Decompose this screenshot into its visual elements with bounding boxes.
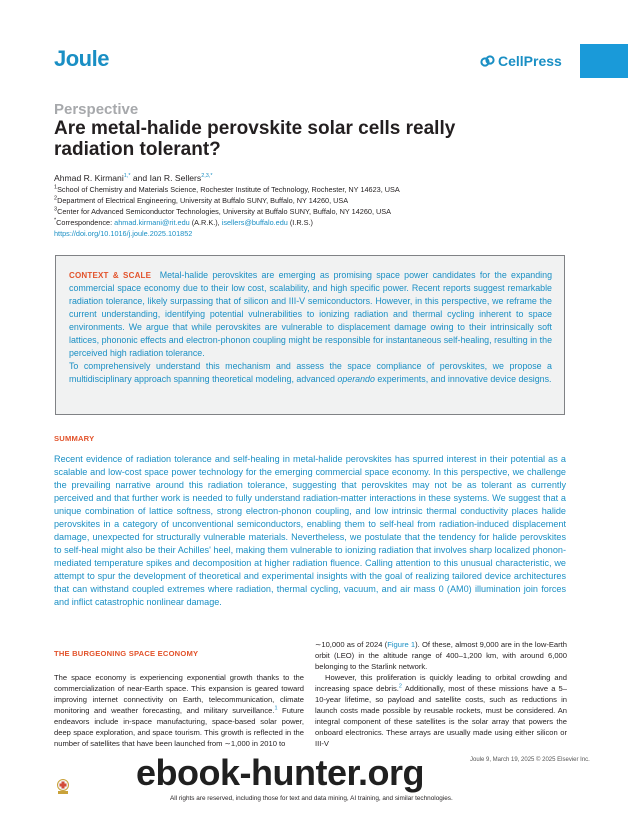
- summary-text: Recent evidence of radiation tolerance and self-healing in metal-halide perovskites has spurred interest in their potential as a scalable and low-cost space power technology for the emerging commercial space economy. In this perspective, we challenge the prevailing narrative around this radiation tolerance, suggesting that perovskites may not be as tolerant as currently perceived and that further work is needed to fully understand radiation-matter interactions in these systems. We suggest that a unique combination of lattice softness, strong electron-phonon coupling, and low intrinsic thermal conductivity places halide perovskites in a category of unconventional semiconductors, enabling them to self-heal from radiation-induced displacement damage, unexpected for structurally vulnerable materials. Nevertheless, we postulate that the tendency for halide perovskites to self-heal might also be their Achilles' heel, making them vulnerable to ionizing radiation that involves sharp localized phonon-mediated temperature spikes and decomposition at higher radiation fluence. Calling attention to this unusual characteristic, we attempt to spur the development of theoretical and experimental insights with the goal of realizing tailored device architectures that can withstand coupled extremes where radiation, thermal cycling, vacuum, and air mass 0 (AM0) illumination join forces and inflict catastrophic nonlinear damage.: [54, 454, 566, 607]
- affiliation-2: [54, 196, 348, 205]
- body-right-text-2a: However, this proliferation is quickly leading to orbital crowding and increasing space debris.: [315, 673, 567, 693]
- context-scale-text-1: Metal-halide perovskites are emerging as promising space power candidates for the expanding commercial space economy due to their low cost, scalability, and high specific power. Recent reports suggest remarkable radiation tolerance, likely surpassing that of silicon and III-V semiconductors. However, in this perspective, we reframe the current understanding, identifying potential vulnerabilities to ionizing radiation and thermal cycling inherent to space environments. We argue that while perovskites are vulnerable to displacement damage owing to their intrinsically soft lattices, phononic effects and electron-phonon coupling might be responsible for instantaneous self-healing, resulting in the perceived high radiation tolerance.: [69, 270, 553, 358]
- publisher-name: CellPress: [498, 53, 562, 69]
- article-type: Perspective: [54, 101, 139, 118]
- context-scale-box: [55, 255, 565, 415]
- article-title: Are metal-halide perovskite solar cells really radiation tolerant?: [54, 118, 456, 160]
- author-1-name[interactable]: Ahmad R. Kirmani: [54, 173, 124, 183]
- context-scale-paragraph-2: [69, 360, 552, 386]
- email-link-1[interactable]: ahmad.kirmani@rit.edu: [114, 218, 190, 227]
- doi-link[interactable]: https://doi.org/10.1016/j.joule.2025.101852: [54, 229, 193, 238]
- author-conjunction: and: [130, 173, 150, 183]
- body-right-paragraph-1: [315, 639, 567, 672]
- journal-logo[interactable]: Joule: [54, 46, 109, 71]
- watermark: ebook-hunter.org: [136, 752, 424, 793]
- crossmark-icon[interactable]: [56, 779, 70, 795]
- body-left-text-a: The space economy is experiencing exponential growth thanks to the commercialization of near-Earth space. This expansion is geared toward improving internet connectivity on Earth, telecommunication, climate monitoring and weather forecasting, and military surveillance.: [54, 673, 304, 715]
- summary-heading: SUMMARY: [54, 434, 95, 443]
- body-right-text-1a: ∼10,000 as of 2024 (: [315, 640, 388, 649]
- affiliation-1-mark: 1: [54, 184, 58, 191]
- reference-1-link[interactable]: 1: [274, 705, 278, 712]
- correspondence-tag-1: (A.R.K.),: [189, 218, 222, 227]
- context-scale-paragraph-1: [69, 269, 552, 360]
- author-1-affil-mark[interactable]: 1,*: [123, 173, 131, 180]
- body-right-text-2b: Additionally, most of these missions have a 5–10-year lifetime, so payload and satellite costs, such as reductions in launch costs made possible by reusable rockets, must be considered. An integral component of these satellites is the solar array that powers the onboard electronics. These arrays are usually made using either silicon or III-V: [315, 684, 567, 748]
- author-2-affil-mark[interactable]: 2,3,*: [201, 173, 213, 180]
- correspondence-mark: *: [54, 217, 57, 224]
- figure-1-link[interactable]: Figure 1: [387, 640, 416, 649]
- header-blue-tab: [580, 44, 628, 78]
- affiliation-2-text: Department of Electrical Engineering, University at Buffalo SUNY, Buffalo, NY 14260, USA: [57, 196, 349, 205]
- body-right-paragraph-2: [315, 672, 567, 749]
- affiliation-1-text: School of Chemistry and Materials Science, Rochester Institute of Technology, Rochester, NY 14623, USA: [57, 185, 400, 194]
- cellpress-logo-icon: [480, 54, 495, 69]
- affiliation-3-text: Center for Advanced Semiconductor Technologies, University at Buffalo SUNY, Buffalo, NY 14260, USA: [57, 207, 392, 216]
- body-left-paragraph: [54, 672, 304, 749]
- author-2-name[interactable]: Ian R. Sellers: [149, 173, 202, 183]
- journal-citation: Joule 9, March 19, 2025 © 2025 Elsevier Inc.: [470, 757, 590, 763]
- section-heading: THE BURGEONING SPACE ECONOMY: [54, 649, 199, 658]
- body-left-text-b: Future endeavors include in-space manufacturing, space-based solar power, deep space exploration, and space tourism. This growth is reflected in the number of satellites that have been launched from ∼1,000 in 2010 to: [54, 706, 305, 748]
- affiliation-2-mark: 2: [54, 195, 58, 202]
- publisher-logo[interactable]: [480, 53, 562, 69]
- author-line: [54, 173, 213, 183]
- email-link-2[interactable]: isellers@buffalo.edu: [221, 218, 288, 227]
- reference-2-link[interactable]: 2: [398, 683, 402, 690]
- correspondence: [54, 218, 313, 227]
- affiliation-3: [54, 207, 391, 216]
- affiliation-3-mark: 3: [54, 206, 58, 213]
- body-right-text-1b: ). Of these, almost 9,000 are in the low-Earth orbit (LEO) in the altitude range of 400–1,200 km, with around 6,000 belonging to the Starlink network.: [315, 640, 567, 671]
- correspondence-label: Correspondence:: [56, 218, 115, 227]
- correspondence-tag-2: (I.R.S.): [287, 218, 313, 227]
- affiliation-1: [54, 185, 400, 194]
- context-scale-text-2b: experiments, and innovative device designs.: [374, 374, 552, 384]
- body-right-column: [315, 639, 567, 749]
- context-scale-text-2a: To comprehensively understand this mechanism and assess the space compliance of perovskites, we propose a multidisciplinary approach spanning theoretical modeling, advanced: [69, 361, 552, 384]
- context-scale-emphasis: operando: [337, 374, 375, 384]
- body-left-column: [54, 672, 304, 749]
- context-scale-label: CONTEXT & SCALE: [69, 271, 152, 280]
- rights-statement: All rights are reserved, including those for text and data mining, AI training, and similar technologies.: [170, 795, 453, 802]
